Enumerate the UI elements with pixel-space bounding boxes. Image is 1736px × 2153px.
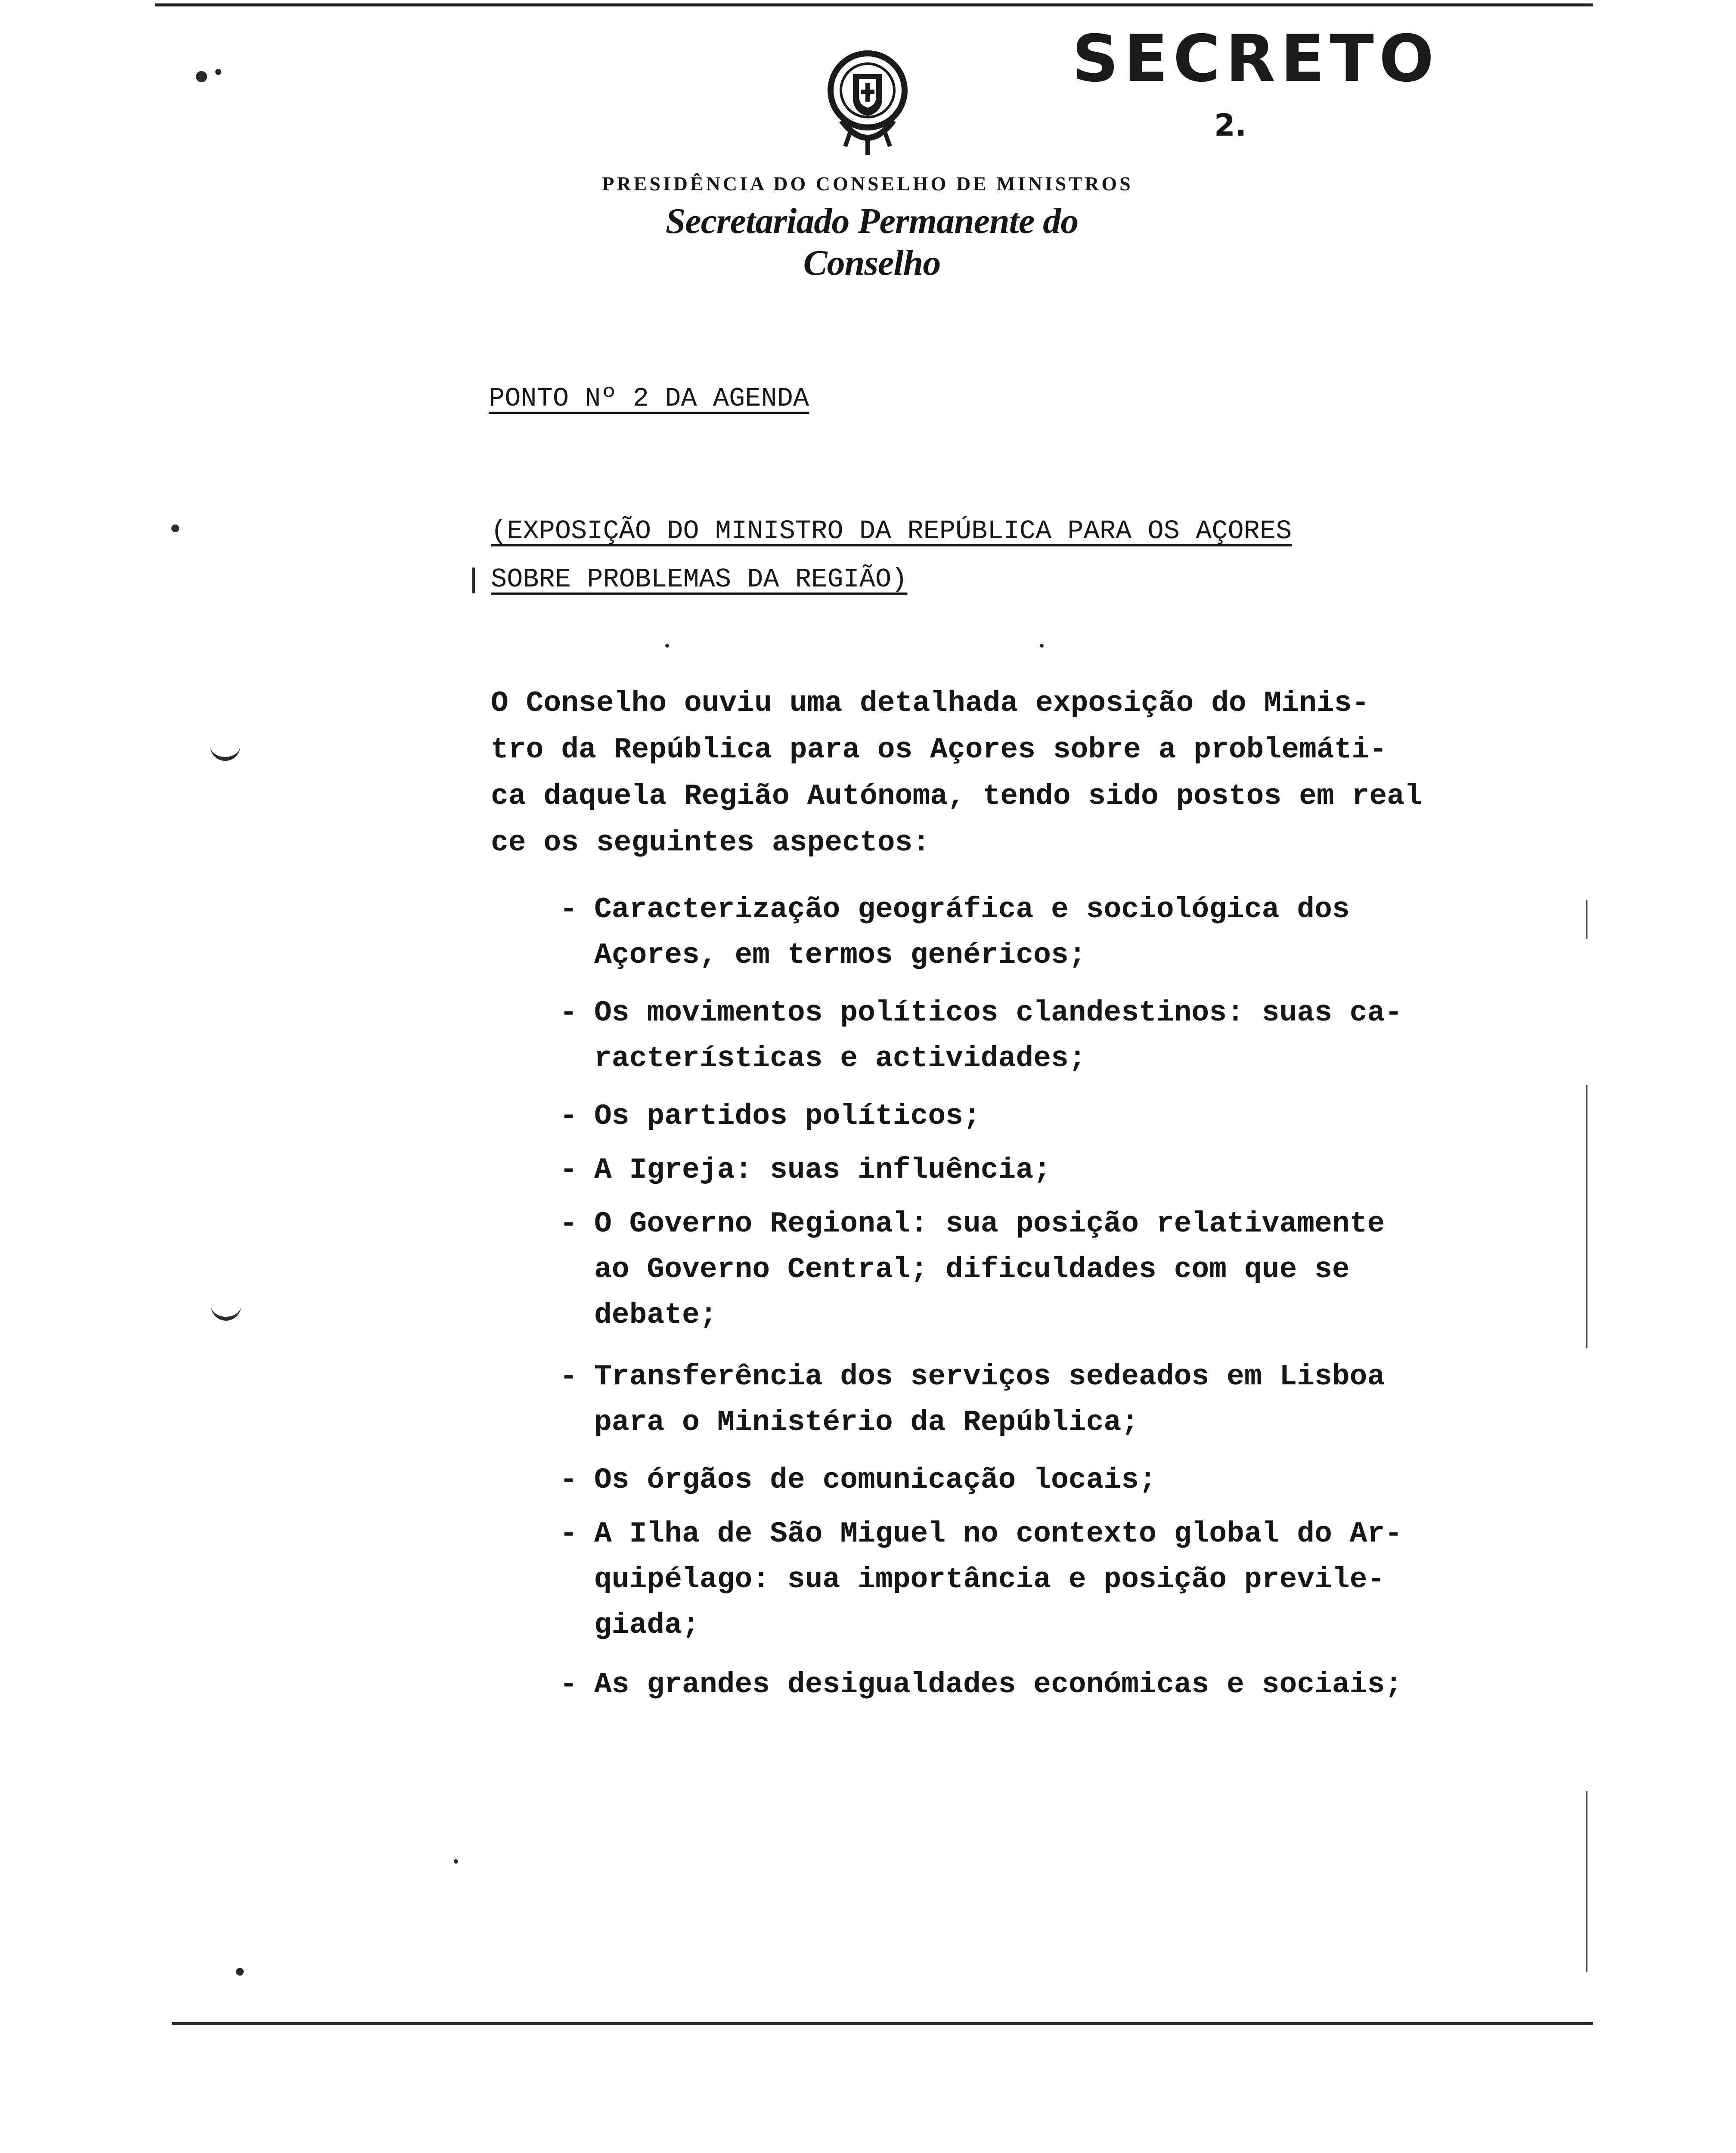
punch-hole-mark xyxy=(210,741,240,761)
list-dash: - xyxy=(560,1360,577,1393)
department-signature: Secretariado Permanente do Conselho xyxy=(665,201,1079,283)
page-edge-mark xyxy=(1586,1085,1587,1348)
list-item-line: Açores, em termos genéricos; xyxy=(594,939,1086,972)
scan-speck xyxy=(196,71,207,82)
agenda-item-heading: PONTO Nº 2 DA AGENDA xyxy=(489,383,809,414)
list-dash: - xyxy=(560,1668,577,1701)
list-item-line: Os órgãos de comunicação locais; xyxy=(594,1464,1156,1497)
subject-line: SOBRE PROBLEMAS DA REGIÃO) xyxy=(491,564,908,595)
list-dash: - xyxy=(560,1517,577,1551)
intro-paragraph xyxy=(491,680,1438,866)
list-item-line: ao Governo Central; dificuldades com que se xyxy=(594,1253,1350,1286)
list-dash: - xyxy=(560,893,577,926)
scan-speck xyxy=(171,524,179,532)
scan-speck xyxy=(236,1968,244,1976)
list-item-line: Transferência dos serviços sedeados em Lisboa xyxy=(594,1360,1385,1393)
punch-hole-mark xyxy=(211,1301,241,1321)
list-item-line: giada; xyxy=(594,1609,700,1642)
subject-line: (EXPOSIÇÃO DO MINISTRO DA REPÚBLICA PARA OS AÇORES xyxy=(491,516,1292,546)
portuguese-coat-of-arms-icon xyxy=(825,47,911,159)
intro-line: ce os seguintes aspectos: xyxy=(491,826,930,859)
list-dash: - xyxy=(560,996,577,1030)
list-item-line: A Igreja: suas influência; xyxy=(594,1154,1051,1187)
page-number: 2. xyxy=(1214,108,1247,143)
intro-line: O Conselho ouviu uma detalhada exposição do Minis- xyxy=(491,687,1370,720)
list-item-line: As grandes desigualdades económicas e sociais; xyxy=(594,1668,1403,1701)
list-item-line: O Governo Regional: sua posição relativamente xyxy=(594,1207,1385,1241)
list-dash: - xyxy=(560,1100,577,1133)
scan-speck xyxy=(1040,644,1044,648)
list-item-line: para o Ministério da República; xyxy=(594,1406,1139,1439)
scan-speck xyxy=(665,644,669,648)
list-item-line: racterísticas e actividades; xyxy=(594,1042,1086,1075)
list-item-line: Os movimentos políticos clandestinos: suas ca- xyxy=(594,996,1403,1030)
scan-speck xyxy=(454,1859,458,1864)
list-dash: - xyxy=(560,1207,577,1241)
scan-speck xyxy=(215,69,221,75)
list-item-line: A Ilha de São Miguel no contexto global do Ar- xyxy=(594,1517,1403,1551)
list-dash: - xyxy=(560,1154,577,1187)
margin-mark xyxy=(472,568,475,593)
top-rule xyxy=(155,3,1593,6)
list-item-line: quipélago: sua importância e posição previle- xyxy=(594,1563,1385,1596)
bottom-rule xyxy=(172,2022,1593,2025)
list-item-line: Caracterização geográfica e sociológica dos xyxy=(594,893,1350,926)
intro-line: ca daquela Região Autónoma, tendo sido postos em real xyxy=(491,780,1422,813)
institution-name: PRESIDÊNCIA DO CONSELHO DE MINISTROS xyxy=(602,173,1133,195)
classification-stamp: SECRETO xyxy=(1072,22,1439,96)
list-item-line: debate; xyxy=(594,1299,717,1332)
list-item-line: Os partidos políticos; xyxy=(594,1100,981,1133)
list-dash: - xyxy=(560,1464,577,1497)
page-edge-mark xyxy=(1586,1791,1587,1972)
page-edge-mark xyxy=(1586,900,1587,939)
intro-line: tro da República para os Açores sobre a problemáti- xyxy=(491,733,1387,766)
